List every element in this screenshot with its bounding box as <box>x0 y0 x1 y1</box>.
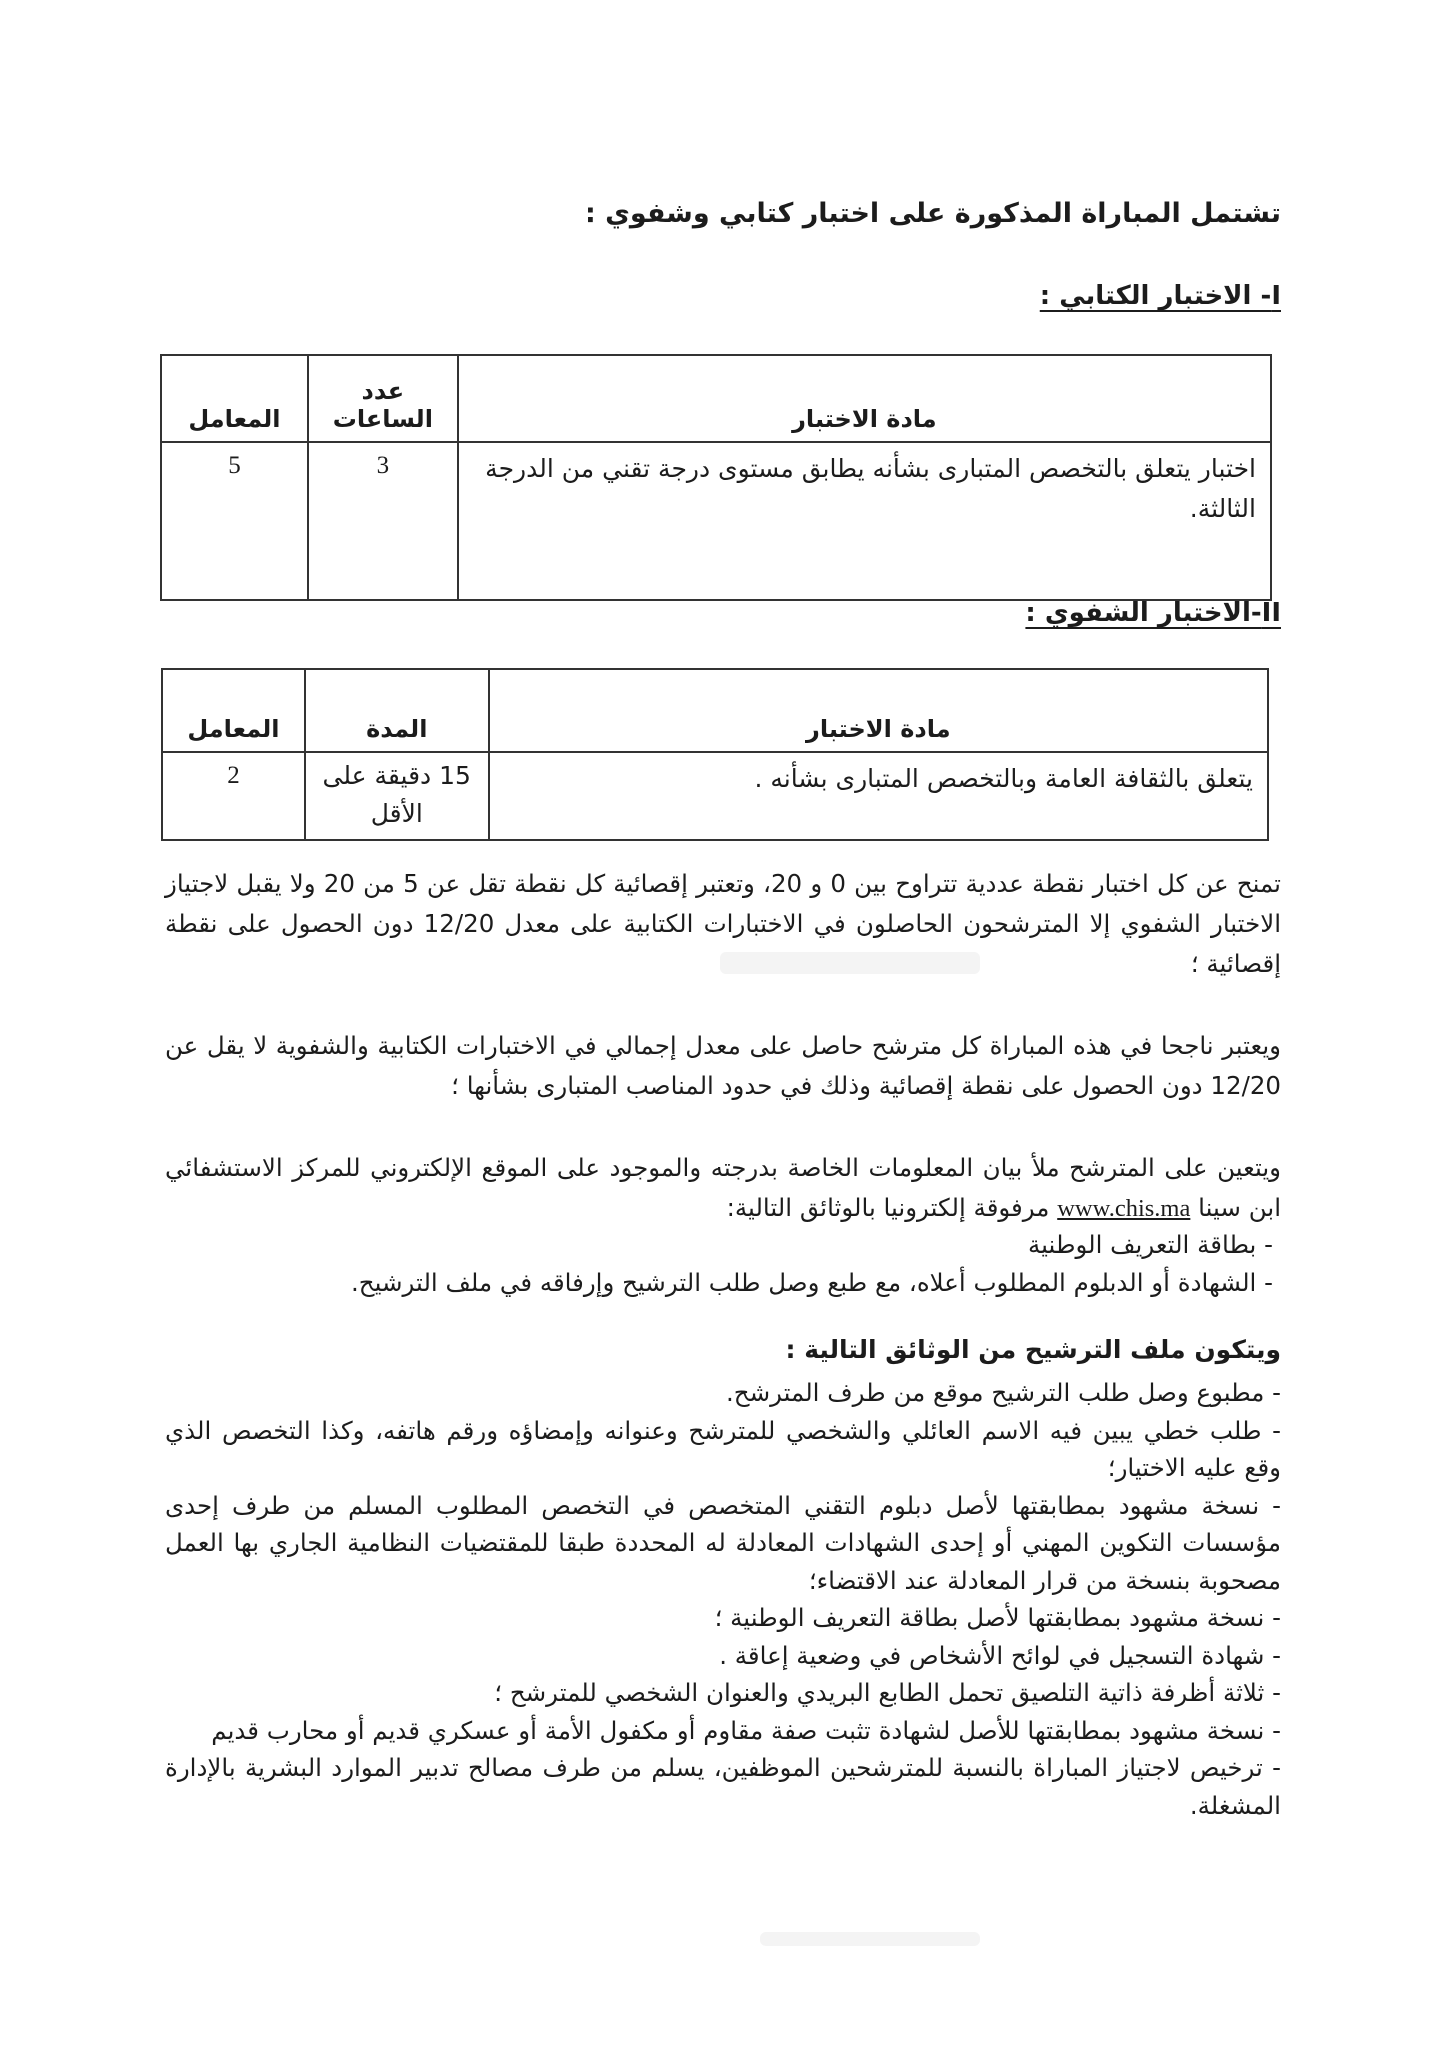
table-header-row <box>162 669 1268 752</box>
column-header-hours: عدد الساعات <box>308 355 458 442</box>
website-link[interactable]: www.chis.ma <box>1057 1195 1191 1222</box>
exam-subject-cell: يتعلق بالثقافة العامة وبالتخصص المتبارى بشأنه . <box>489 752 1268 840</box>
list-item: - نسخة مشهود بمطابقتها لأصل بطاقة التعريف الوطنية ؛ <box>714 1603 1281 1632</box>
application-text-b: مرفوقة إلكترونيا بالوثائق التالية: <box>726 1193 1050 1222</box>
documents-heading: ويتكون ملف الترشيح من الوثائق التالية : <box>785 1335 1281 1364</box>
written-exam-heading <box>1040 281 1281 311</box>
exam-coefficient-cell: 5 <box>161 442 308 600</box>
exam-duration-cell: 15 دقيقة على الأقل <box>305 752 489 840</box>
scan-smudge <box>760 1932 980 1946</box>
column-header-coefficient: المعامل <box>162 669 305 752</box>
list-item: - نسخة مشهود بمطابقتها لأصل دبلوم التقني المتخصص في التخصص المطلوب المسلم من طرف إحدى مؤسسات التكوين المهني أو إحدى الشهادات المعادلة له المحددة طبقا للمقتضيات النظامية الجاري بها العمل مصحوبة بنسخة من قرار المعادلة عند الاقتضاء؛ <box>165 1490 1281 1595</box>
scan-smudge <box>720 952 980 974</box>
list-item: - الشهادة أو الدبلوم المطلوب أعلاه، مع طبع وصل طلب الترشيح وإرفاقه في ملف الترشيح. <box>351 1268 1273 1297</box>
column-header-coefficient: المعامل <box>161 355 308 442</box>
intro-heading: تشتمل المباراة المذكورة على اختبار كتابي وشفوي : <box>584 198 1281 229</box>
column-header-subject: مادة الاختبار <box>489 669 1268 752</box>
list-item: - مطبوع وصل طلب الترشيح موقع من طرف المترشح. <box>725 1378 1281 1407</box>
oral-exam-table <box>161 668 1269 841</box>
list-item: - بطاقة التعريف الوطنية <box>1028 1230 1273 1259</box>
exam-subject-cell: اختبار يتعلق بالتخصص المتبارى بشأنه يطابق مستوى درجة تقني من الدرجة الثالثة. <box>458 442 1271 600</box>
table-row <box>161 442 1271 600</box>
list-item: - طلب خطي يبين فيه الاسم العائلي والشخصي للمترشح وعنوانه وإمضاؤه ورقم هاتفه، وكذا التخصص الذي وقع عليه الاختيار؛ <box>165 1415 1281 1482</box>
required-uploads-list <box>165 1226 1281 1302</box>
list-item: - ترخيص لاجتياز المباراة بالنسبة للمترشحين الموظفين، يسلم من طرف مصالح تدبير الموارد البشرية بالإدارة المشغلة. <box>165 1753 1281 1820</box>
application-paragraph <box>165 1148 1281 1229</box>
column-header-subject: مادة الاختبار <box>458 355 1271 442</box>
exam-hours-cell: 3 <box>308 442 458 600</box>
column-header-duration: المدة <box>305 669 489 752</box>
table-header-row <box>161 355 1271 442</box>
oral-exam-heading-text: II-الاختبار الشفوي : <box>1025 598 1281 628</box>
grading-paragraph: تمنح عن كل اختبار نقطة عددية تتراوح بين 0 و 20، وتعتبر إقصائية كل نقطة تقل عن 5 من 20 ولا يقبل لاجتياز الاختبار الشفوي إلا المترشحون الحاصلون في الاختبارات الكتابية على معدل 12/20 دون الحصول على نقطة إقصائية ؛ <box>165 869 1281 978</box>
oral-exam-heading <box>1025 598 1281 628</box>
table-row <box>162 752 1268 840</box>
exam-coefficient-cell: 2 <box>162 752 305 840</box>
application-text-a: ويتعين على المترشح ملأ بيان المعلومات الخاصة بدرجته والموجود على الموقع الإلكتروني للمركز الاستشفائي ابن سينا <box>165 1153 1281 1222</box>
list-item: - نسخة مشهود بمطابقتها للأصل لشهادة تثبت صفة مقاوم أو مكفول الأمة أو عسكري قديم أو محارب قديم <box>211 1715 1281 1745</box>
list-item: - ثلاثة أظرفة ذاتية التلصيق تحمل الطابع البريدي والعنوان الشخصي للمترشح ؛ <box>494 1678 1281 1707</box>
documents-list <box>165 1374 1281 1824</box>
list-item: - شهادة التسجيل في لوائح الأشخاص في وضعية إعاقة . <box>719 1640 1281 1670</box>
success-paragraph: ويعتبر ناجحا في هذه المباراة كل مترشح حاصل على معدل إجمالي في الاختبارات الكتابية والشفوية لا يقل عن 12/20 دون الحصول على نقطة إقصائية وذلك في حدود المناصب المتبارى بشأنها ؛ <box>165 1031 1281 1100</box>
written-exam-table <box>160 354 1272 601</box>
written-exam-heading-text: I- الاختبار الكتابي : <box>1039 281 1281 311</box>
